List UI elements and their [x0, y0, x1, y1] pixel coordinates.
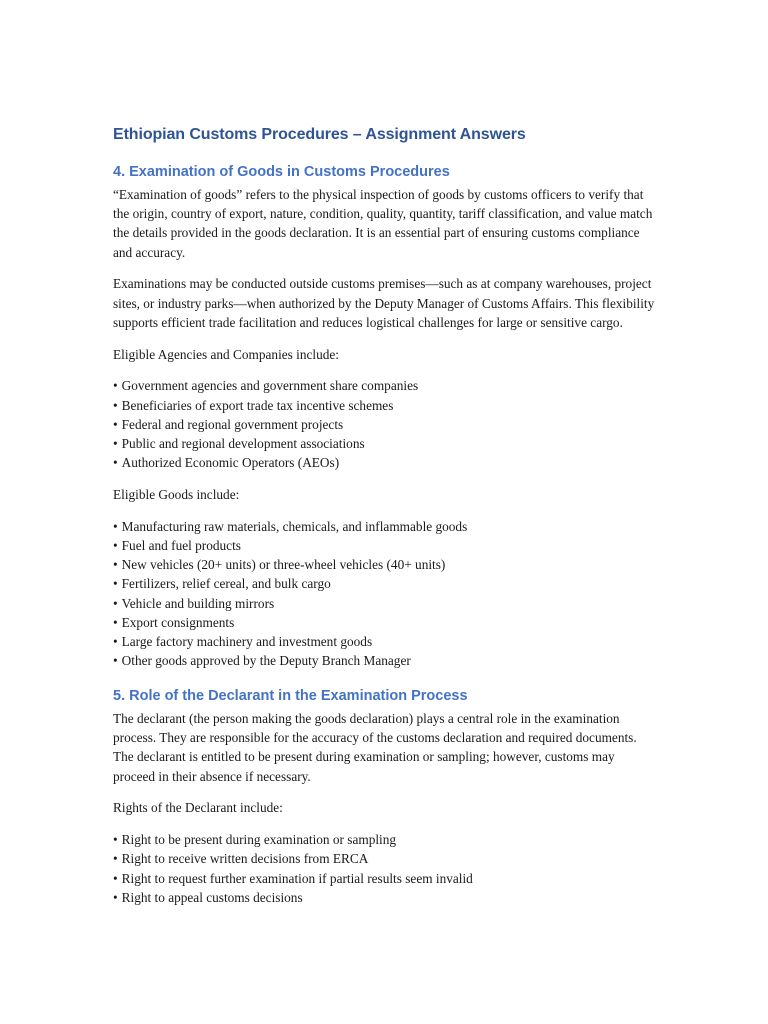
- bullet-icon: •: [113, 832, 118, 848]
- list-item: [113, 434, 658, 453]
- list-item: [113, 830, 658, 849]
- section-5: [113, 685, 658, 907]
- bullet-icon: •: [113, 416, 118, 432]
- list-item-text: Beneficiaries of export trade tax incentive schemes: [121, 397, 394, 413]
- list-item-text: New vehicles (20+ units) or three-wheel vehicles (40+ units): [121, 557, 446, 573]
- bullet-icon: •: [113, 614, 118, 630]
- bullet-icon: •: [113, 378, 118, 394]
- section-4-paragraph-2: Examinations may be conducted outside customs premises—such as at company warehouses, project sites, or industry parks—when authorized by the Deputy Manager of Customs Affairs. This flexibility supports efficient trade facilitation and reduces logistical challenges for large or sensitive cargo.: [113, 276, 655, 330]
- list-item: [113, 651, 658, 670]
- bullet-icon: •: [113, 518, 118, 534]
- bullet-icon: •: [113, 397, 118, 413]
- list-item-text: Export consignments: [121, 614, 235, 630]
- list-item-text: Manufacturing raw materials, chemicals, and inflammable goods: [121, 518, 468, 534]
- list-item-text: Fuel and fuel products: [121, 538, 241, 554]
- list-item-text: Fertilizers, relief cereal, and bulk cargo: [121, 576, 331, 592]
- list-item-text: Government agencies and government share companies: [121, 378, 419, 394]
- list-item-text: Public and regional development associations: [121, 436, 365, 452]
- goods-list: [113, 517, 658, 671]
- document-title: Ethiopian Customs Procedures – Assignment Answers: [113, 126, 526, 143]
- list-item: [113, 594, 658, 613]
- list-item: [113, 574, 658, 593]
- bullet-icon: •: [113, 595, 118, 611]
- bullet-icon: •: [113, 870, 118, 886]
- list-item-text: Right to request further examination if partial results seem invalid: [121, 870, 473, 886]
- section-4-heading: 4. Examination of Goods in Customs Procedures: [113, 164, 450, 180]
- agencies-list: [113, 376, 658, 472]
- section-5-heading: 5. Role of the Declarant in the Examination Process: [113, 688, 468, 705]
- list-item-text: Right to appeal customs decisions: [121, 889, 303, 905]
- list-item-text: Right to be present during examination or sampling: [121, 832, 397, 848]
- list-item-text: Right to receive written decisions from ERCA: [121, 851, 369, 867]
- bullet-icon: •: [113, 455, 118, 471]
- bullet-icon: •: [113, 653, 118, 669]
- section-4-paragraph-1: “Examination of goods” refers to the physical inspection of goods by customs officers to verify that the origin, country of export, nature, condition, quality, quantity, tariff classification, and value match the details provided in the goods declaration. It is an essential part of ensuring customs compliance and accuracy.: [113, 187, 653, 260]
- bullet-icon: •: [113, 889, 118, 905]
- section-4: [113, 161, 658, 670]
- agencies-intro: Eligible Agencies and Companies include:: [113, 346, 339, 362]
- bullet-icon: •: [113, 576, 118, 592]
- bullet-icon: •: [113, 538, 118, 554]
- list-item: [113, 613, 658, 632]
- list-item: [113, 632, 658, 651]
- goods-intro: Eligible Goods include:: [113, 487, 240, 503]
- list-item: [113, 849, 658, 868]
- bullet-icon: •: [113, 634, 118, 650]
- list-item: [113, 869, 658, 888]
- list-item-text: Vehicle and building mirrors: [121, 595, 275, 611]
- document-page: [113, 123, 658, 920]
- list-item: [113, 453, 658, 472]
- list-item: [113, 517, 658, 536]
- list-item-text: Authorized Economic Operators (AEOs): [121, 455, 340, 471]
- list-item-text: Federal and regional government projects: [121, 416, 344, 432]
- bullet-icon: •: [113, 436, 118, 452]
- section-5-paragraph-1: The declarant (the person making the goods declaration) plays a central role in the examination process. They are responsible for the accuracy of the customs declaration and required documents. The declarant is entitled to be present during examination or sampling; however, customs may proceed in their absence if necessary.: [113, 711, 637, 784]
- list-item: [113, 555, 658, 574]
- list-item-text: Large factory machinery and investment goods: [121, 634, 373, 650]
- bullet-icon: •: [113, 557, 118, 573]
- list-item: [113, 536, 658, 555]
- list-item: [113, 415, 658, 434]
- list-item-text: Other goods approved by the Deputy Branch Manager: [121, 653, 411, 669]
- rights-intro: Rights of the Declarant include:: [113, 800, 283, 816]
- list-item: [113, 376, 658, 395]
- list-item: [113, 888, 658, 907]
- list-item: [113, 396, 658, 415]
- rights-list: [113, 830, 658, 907]
- bullet-icon: •: [113, 851, 118, 867]
